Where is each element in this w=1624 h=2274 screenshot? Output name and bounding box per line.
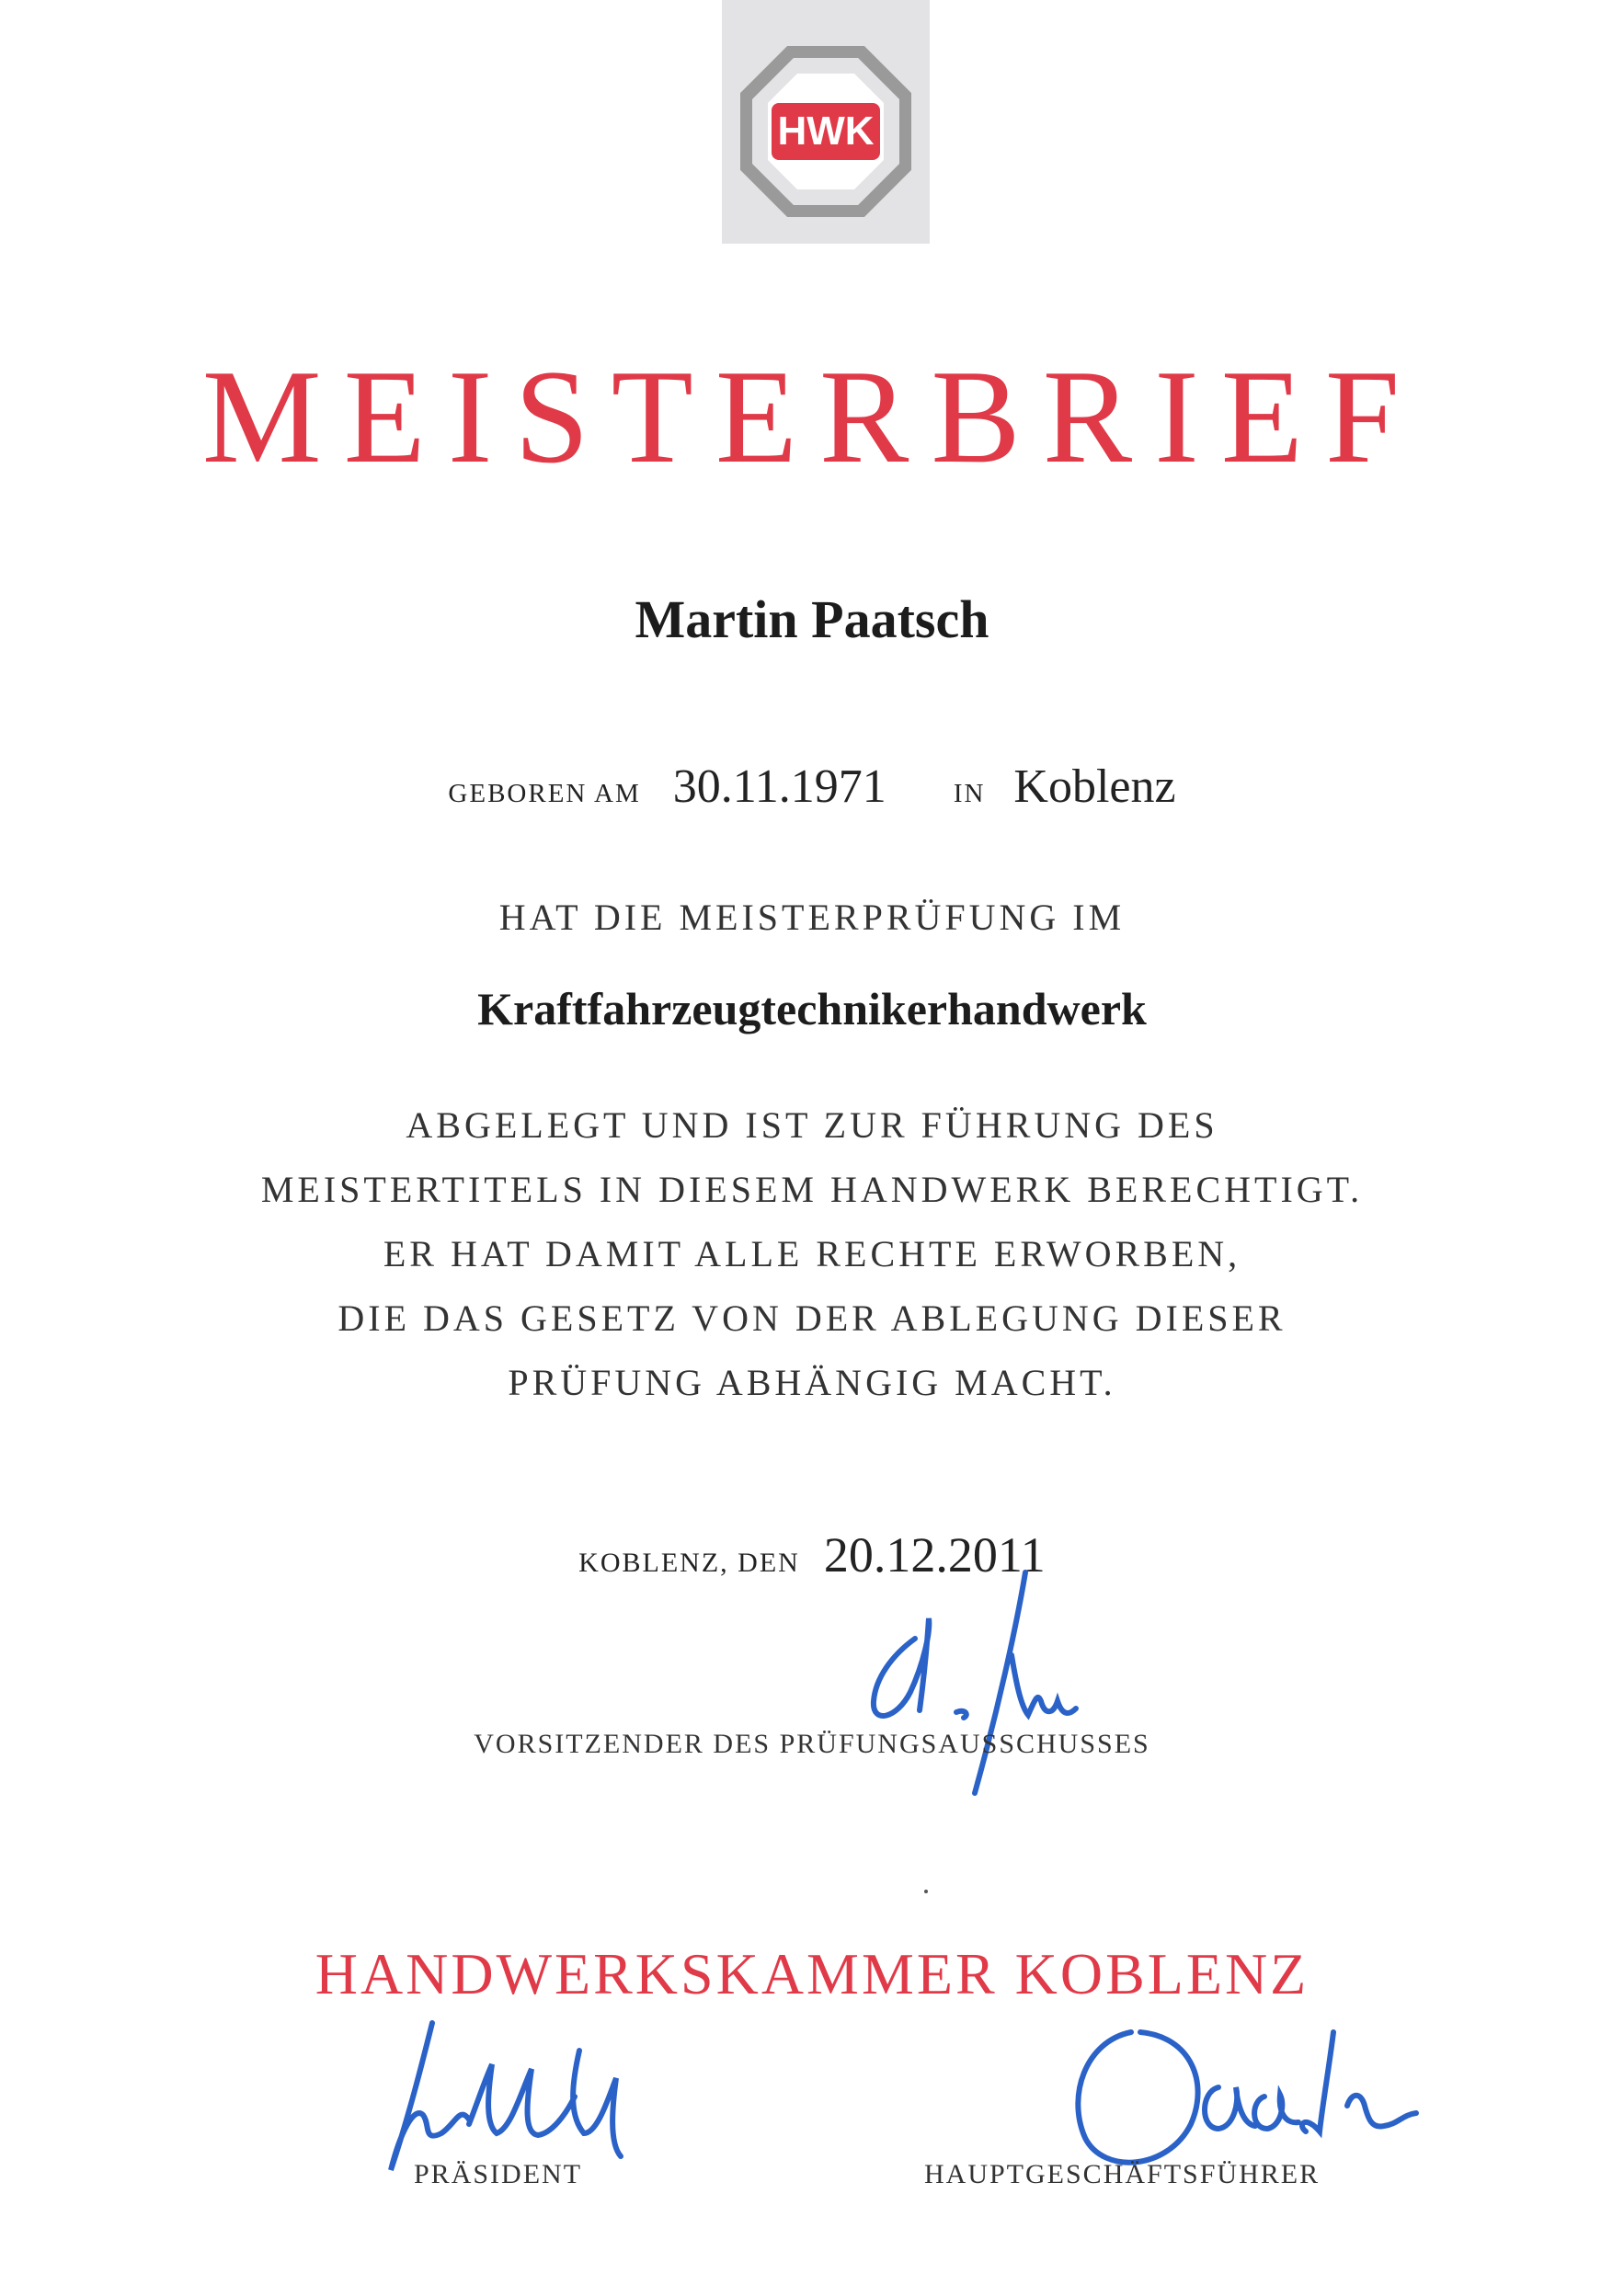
body-line: PRÜFUNG ABHÄNGIG MACHT. xyxy=(508,1362,1116,1403)
hwk-logo-icon xyxy=(740,46,911,217)
chamber-name: HANDWERKSKAMMER KOBLENZ xyxy=(315,1941,1309,2006)
holder-name: Martin Paatsch xyxy=(635,589,989,649)
managing-director-label: HAUPTGESCHÄFTSFÜHRER xyxy=(924,2159,1321,2189)
ink-dot xyxy=(924,1890,928,1893)
issue-date: 20.12.2011 xyxy=(823,1527,1046,1583)
certificate-title: MEISTERBRIEF xyxy=(201,342,1423,491)
exam-line: HAT DIE MEISTERPRÜFUNG IM xyxy=(498,897,1126,938)
birth-label: GEBOREN AM xyxy=(448,779,641,808)
chair-signature xyxy=(828,1554,1122,1830)
place-date-line xyxy=(0,1526,1624,1583)
body-line: ABGELEGT UND IST ZUR FÜHRUNG DES xyxy=(406,1104,1218,1146)
chair-label: VORSITZENDER DES PRÜFUNGSAUSSCHUSSES xyxy=(474,1729,1150,1759)
birth-line xyxy=(0,760,1624,814)
president-label: PRÄSIDENT xyxy=(414,2159,583,2189)
logo-panel xyxy=(722,0,930,244)
body-line: DIE DAS GESETZ VON DER ABLEGUNG DIESER xyxy=(337,1297,1287,1339)
place-date-label: KOBLENZ, DEN xyxy=(578,1548,800,1578)
logo-text: HWK xyxy=(777,109,875,154)
birth-place: Koblenz xyxy=(1013,760,1176,813)
trade-name: Kraftfahrzeugtechnikerhandwerk xyxy=(477,983,1147,1034)
birth-date: 30.11.1971 xyxy=(672,760,886,813)
birth-in-label: IN xyxy=(953,779,986,808)
body-line: ER HAT DAMIT ALLE RECHTE ERWORBEN, xyxy=(383,1233,1241,1274)
body-line: MEISTERTITELS IN DIESEM HANDWERK BERECHTIGT. xyxy=(260,1169,1364,1210)
